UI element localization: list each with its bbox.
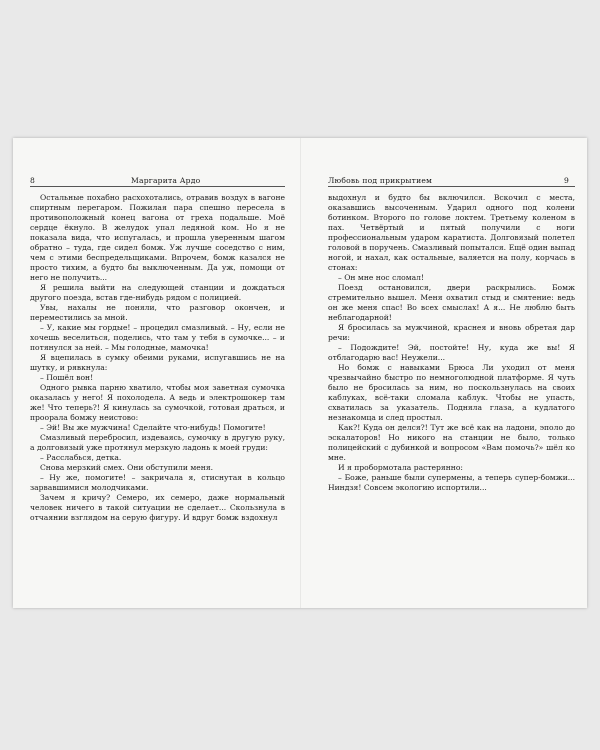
paragraph: – Расслабься, детка. xyxy=(40,453,122,462)
left-page xyxy=(13,138,300,608)
paragraph: Увы, нахалы не поняли, что разговор окончен, и переместились за мной. xyxy=(30,303,285,322)
paragraph: – У, какие мы гордые! – процедил смазливый. – Ну, если не хочешь веселиться, поделись, что там у тебя в сумочке... – и потянулся за ней. – Мы голодные, мамочка! xyxy=(30,323,285,352)
left-page-number: 8 xyxy=(30,176,36,185)
right-header-rule xyxy=(328,186,575,187)
right-page-number: 9 xyxy=(564,176,570,185)
paragraph: Я вцепилась в сумку обеими руками, испугавшись не на шутку, и рявкнула: xyxy=(30,353,285,372)
paragraph: Как?! Куда он делся?! Тут же всё как на ладони, эполо до эскалаторов! Но никого на станции не было, только полицейский с дубинкой и вопросом «Вам помочь?» шёл ко мне. xyxy=(328,423,575,462)
paragraph: Я бросилась за мужчиной, краснея и вновь обретая дар речи: xyxy=(328,323,575,342)
paragraph: – Боже, раньше были супермены, а теперь супер-бомжи... Ниндзя! Совсем экологию испортили... xyxy=(328,473,575,492)
paragraph: Но бомж с навыками Брюса Ли уходил от меня чрезвычайно быстро по немноголюдной платформе. Я чуть было не бросилась за ним, но поскользнулась на своих каблуках, всё-таки сломала каблук. Чтобы не упасть, схватилась за указатель. Подняла глаза, а кудлатого незнакомца и след простыл. xyxy=(328,363,575,422)
right-running-head: Любовь под прикрытием xyxy=(328,176,433,185)
paragraph: Остальные похабно расхохотались, отравив воздух в вагоне спиртным перегаром. Пожилая пара спешно пересела в противоположный конец вагона от греха подальше. Моё сердце ёкнуло. В желудок упал ледяной ком. Но я не показала вида, что испугалась, и прошла уверенным шагом обратно – туда, где сидел бомж. Уж лучше соседство с ним, чем с этими беспредельщиками. Впрочем, бомж казался не просто тихим, а будто бы выключенным. Да уж, помощи от него не получить... xyxy=(30,193,285,282)
paragraph: И я пробормотала растерянно: xyxy=(338,463,463,472)
paragraph: Поезд остановился, двери раскрылись. Бомж стремительно вышел. Меня охватил стыд и смятение: ведь он же меня спас! Во всех смыслах! А я... Не люблю быть неблагодарной! xyxy=(328,283,575,322)
paragraph: Одного рывка парню хватило, чтобы моя заветная сумочка оказалась у него! Я похолодела. А ведь и электрошокер там же! Что теперь?! Я кинулась за сумочкой, готовая драться, и проорала бомжу неистово: xyxy=(30,383,285,422)
paragraph: Зачем я кричу? Семеро, их семеро, даже нормальный человек ничего в такой ситуации не сделает... Скользнула в отчаянии взглядом на серую фигуру. И вдруг бомж вздохнул xyxy=(30,493,285,522)
paragraph: выдохнул и будто бы включился. Вскочил с места, оказавшись высоченным. Ударил одного под колени ботинком. Второго по голове локтем. Третьему коленом в пах. Четвёртый и пятый получили с ноги профессиональным ударом каратиста. Долговязый полетел головой в поручень. Смазливый попытался. Ещё один выпад ногой, и нахал, как остальные, валяется на полу, корчась в стонах: xyxy=(328,193,575,272)
paragraph: Смазливый перебросил, издеваясь, сумочку в другую руку, а долговязый уже протянул мерзкую ладонь к моей груди: xyxy=(30,433,285,452)
right-page-text xyxy=(328,193,575,493)
left-page-text xyxy=(30,193,285,523)
paragraph: – Эй! Вы же мужчина! Сделайте что-нибудь! Помогите! xyxy=(40,423,266,432)
paragraph: – Подождите! Эй, постойте! Ну, куда же вы! Я отблагодарю вас! Неужели... xyxy=(328,343,575,362)
book-spread xyxy=(13,138,587,608)
left-running-head: Маргарита Ардо xyxy=(131,176,201,185)
right-page xyxy=(300,138,587,608)
paragraph: – Ну же, помогите! – закричала я, стиснутая в кольцо зарвавшимися молодчиками. xyxy=(30,473,285,492)
paragraph: – Он мне нос сломал! xyxy=(338,273,425,282)
paragraph: – Пошёл вон! xyxy=(40,373,94,382)
paragraph: Снова мерзкий смех. Они обступили меня. xyxy=(40,463,214,472)
paragraph: Я решила выйти на следующей станции и дождаться другого поезда, встав где-нибудь рядом с полицией. xyxy=(30,283,285,302)
left-header-rule xyxy=(30,186,285,187)
